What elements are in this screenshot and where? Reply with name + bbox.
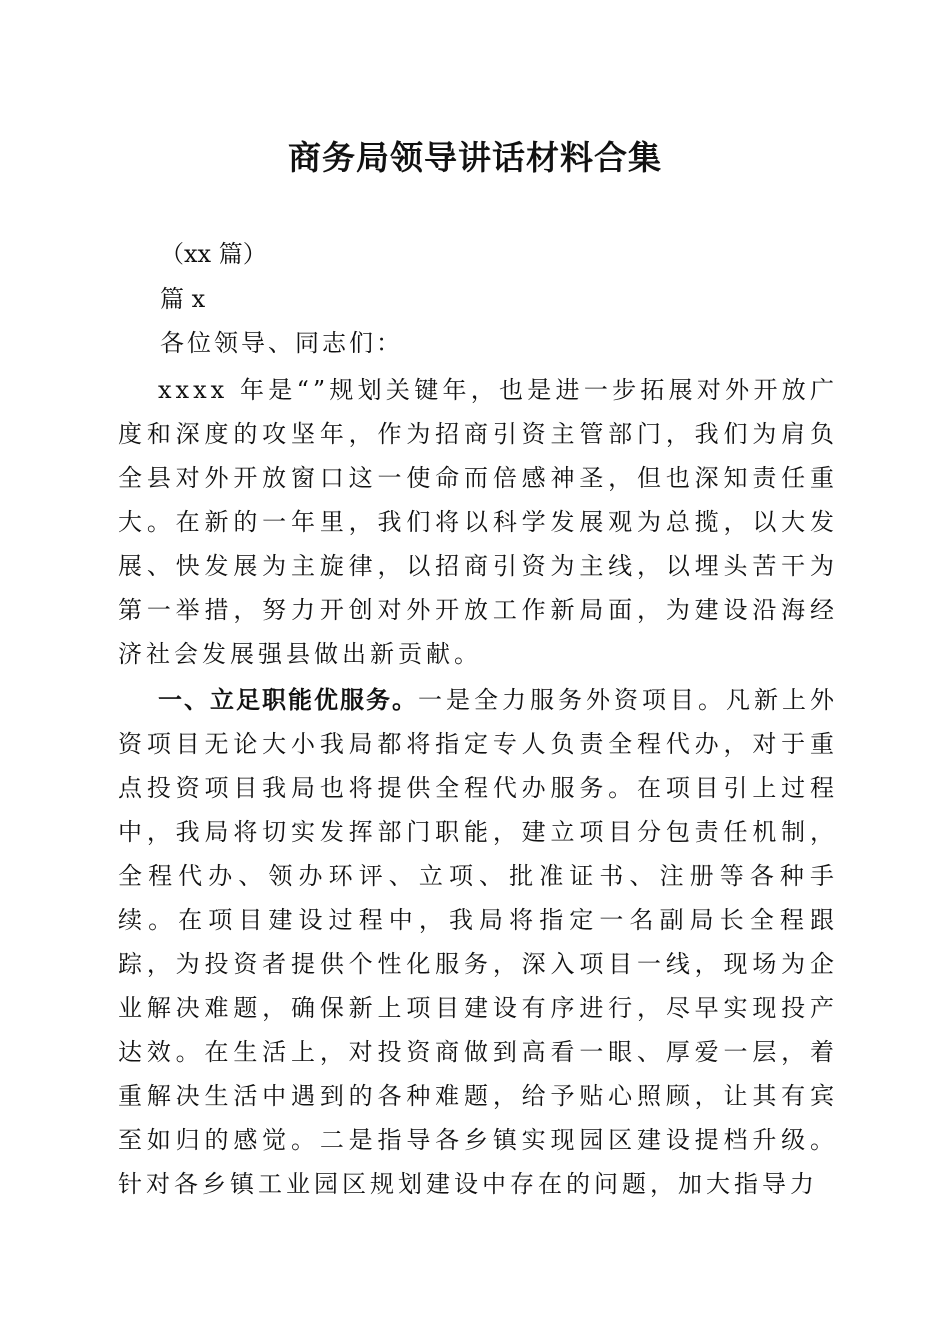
body-paragraph: xxxx 年是“”规划关键年，也是进一步拓展对外开放广度和深度的攻坚年，作为招商引资主管部门，我们为肩负全县对外开放窗口这一使命而倍感神圣，但也深知责任重大。在新的一年里，我们将以科学发展观为总揽，以大发展、快发展为主旋律，以招商引资为主线，以埋头苦干为第一举措，努力开创对外开放工作新局面，为建设沿海经济社会发展强县做出新贡献。 <box>118 376 838 668</box>
piece-label: 篇 x <box>160 285 206 313</box>
section-body: 一是全力服务外资项目。凡新上外资项目无论大小我局都将指定专人负责全程代办，对于重点投资项目我局也将提供全程代办服务。在项目引上过程中，我局将切实发挥部门职能，建立项目分包责任机制，全程代办、领办环评、立项、批准证书、注册等各种手续。在项目建设过程中，我局将指定一名副局长全程跟踪，为投资者提供个性化服务，深入项目一线，现场为企业解决难题，确保新上项目建设有序进行，尽早实现投产达效。在生活上，对投资商做到高看一眼、厚爱一层，着重解决生活中遇到的各种难题，给予贴心照顾，让其有宾至如归的感觉。二是指导各乡镇实现园区建设提档升级。针对各乡镇工业园区规划建设中存在的问题，加大指导力 <box>118 686 838 1198</box>
section-heading: 一、立足职能优服务。 <box>158 686 418 714</box>
document-subtitle: （xx 篇） <box>160 240 267 268</box>
greeting: 各位领导、同志们： <box>160 329 403 357</box>
document-title: 商务局领导讲话材料合集 <box>288 138 662 177</box>
section-paragraph <box>118 678 838 1206</box>
